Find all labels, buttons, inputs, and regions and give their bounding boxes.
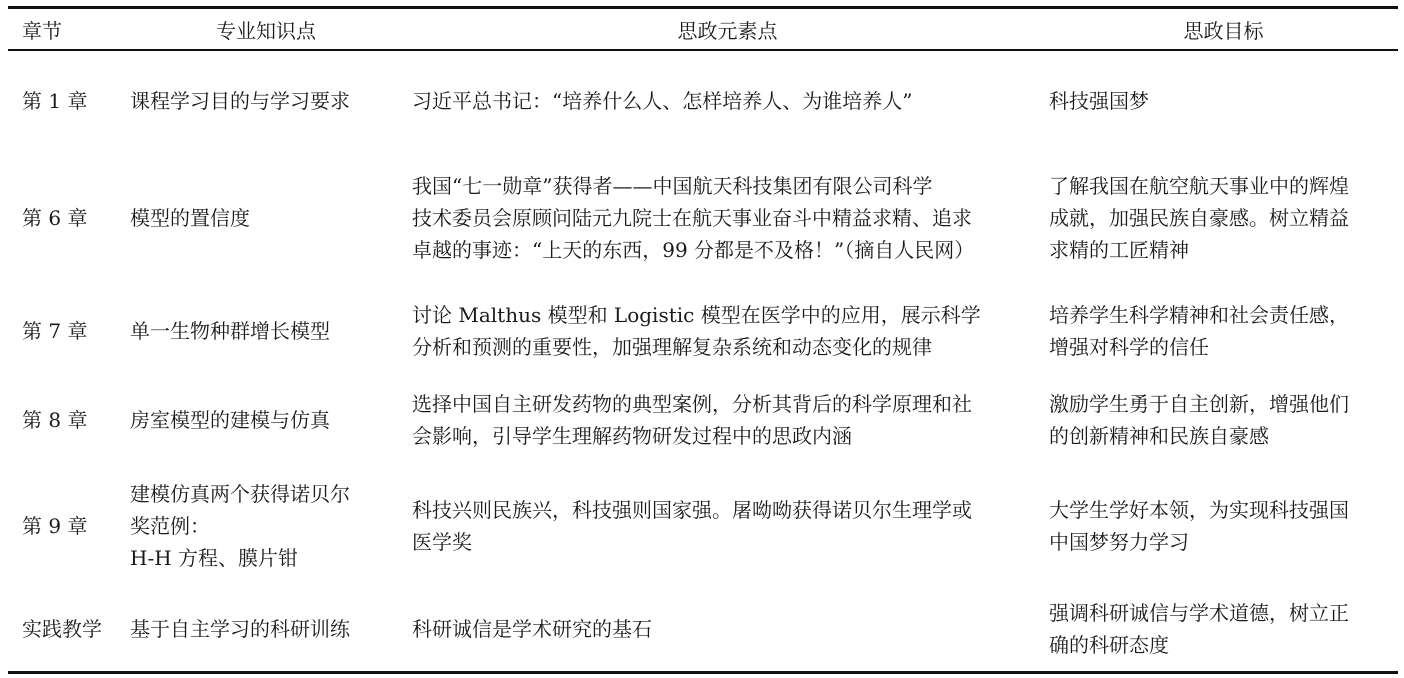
cell-chapter: 第 1 章 <box>22 88 88 113</box>
cell-goal <box>1049 376 1398 464</box>
text-line: 培养学生科学精神和社会责任感， <box>1049 303 1349 327</box>
text-line: 激励学生勇于自主创新，增强他们 <box>1049 392 1349 416</box>
table-body <box>8 50 1398 672</box>
cell-goal <box>1049 588 1398 672</box>
table-row <box>8 376 1398 464</box>
text-line: 会影响，引导学生理解药物研发过程中的思政内涵 <box>412 424 852 448</box>
header-element: 思政元素点 <box>677 18 778 43</box>
table-row <box>8 464 1398 588</box>
cell-knowledge <box>126 286 406 376</box>
cell-element <box>406 150 1049 286</box>
text-line: 奖范例： <box>130 514 210 538</box>
text-line: 习近平总书记：“培养什么人、怎样培养人、为谁培养人” <box>412 88 913 113</box>
text-line: 成就，加强民族自豪感。树立精益 <box>1049 206 1349 230</box>
text-line: 了解我国在航空航天事业中的辉煌 <box>1049 174 1349 198</box>
text-line: 选择中国自主研发药物的典型案例，分析其背后的科学原理和社 <box>412 392 972 416</box>
ideology-table <box>8 6 1398 674</box>
text-line: 医学奖 <box>412 530 472 554</box>
cell-knowledge <box>126 464 406 588</box>
cell-knowledge <box>126 150 406 286</box>
text-line: 卓越的事迹：“上天的东西，99 分都是不及格！”（摘自人民网） <box>412 238 975 262</box>
text-line: 分析和预测的重要性，加强理解复杂系统和动态变化的规律 <box>412 335 932 359</box>
table-header <box>8 8 1398 51</box>
text-line: 求精的工匠精神 <box>1049 238 1189 262</box>
cell-element <box>406 376 1049 464</box>
cell-element <box>406 464 1049 588</box>
cell-knowledge <box>126 50 406 150</box>
table-row <box>8 150 1398 286</box>
text-line: 增强对科学的信任 <box>1049 335 1209 359</box>
text-line: 课程学习目的与学习要求 <box>130 88 350 113</box>
cell-element <box>406 286 1049 376</box>
cell-goal <box>1049 50 1398 150</box>
cell-element <box>406 588 1049 672</box>
text-line: 讨论 Malthus 模型和 Logistic 模型在医学中的应用，展示科学 <box>412 303 981 327</box>
cell-chapter: 第 6 章 <box>22 206 88 230</box>
cell-chapter: 第 9 章 <box>22 514 88 538</box>
text-line: 基于自主学习的科研训练 <box>130 617 350 642</box>
text-line: 技术委员会原顾问陆元九院士在航天事业奋斗中精益求精、追求 <box>412 206 972 230</box>
text-line: 模型的置信度 <box>130 206 250 230</box>
text-line: 房室模型的建模与仿真 <box>130 408 330 432</box>
text-line: 单一生物种群增长模型 <box>130 319 330 343</box>
text-line: 的创新精神和民族自豪感 <box>1049 424 1269 448</box>
cell-goal <box>1049 286 1398 376</box>
text-line: 我国“七一勋章”获得者——中国航天科技集团有限公司科学 <box>412 174 933 198</box>
cell-element <box>406 50 1049 150</box>
table-row <box>8 50 1398 150</box>
header-row <box>8 8 1398 51</box>
cell-goal <box>1049 464 1398 588</box>
cell-chapter: 实践教学 <box>22 617 102 642</box>
cell-goal <box>1049 150 1398 286</box>
text-line: 中国梦努力学习 <box>1049 530 1189 554</box>
header-chapter: 章节 <box>22 18 62 43</box>
text-line: 强调科研诚信与学术道德，树立正 <box>1049 601 1349 626</box>
cell-knowledge <box>126 588 406 672</box>
text-line: H-H 方程、膜片钳 <box>130 546 298 570</box>
cell-chapter: 第 8 章 <box>22 408 88 432</box>
cell-chapter: 第 7 章 <box>22 319 88 343</box>
ideology-table-container <box>8 6 1398 674</box>
text-line: 科技强国梦 <box>1049 88 1149 113</box>
header-goal: 思政目标 <box>1183 18 1264 43</box>
text-line: 确的科研态度 <box>1049 633 1169 658</box>
header-knowledge: 专业知识点 <box>216 18 316 43</box>
text-line: 建模仿真两个获得诺贝尔 <box>130 482 350 506</box>
text-line: 科研诚信是学术研究的基石 <box>412 617 652 642</box>
table-row <box>8 286 1398 376</box>
cell-knowledge <box>126 376 406 464</box>
table-row <box>8 588 1398 672</box>
text-line: 大学生学好本领，为实现科技强国 <box>1049 498 1349 522</box>
text-line: 科技兴则民族兴，科技强则国家强。屠呦呦获得诺贝尔生理学或 <box>412 498 972 522</box>
